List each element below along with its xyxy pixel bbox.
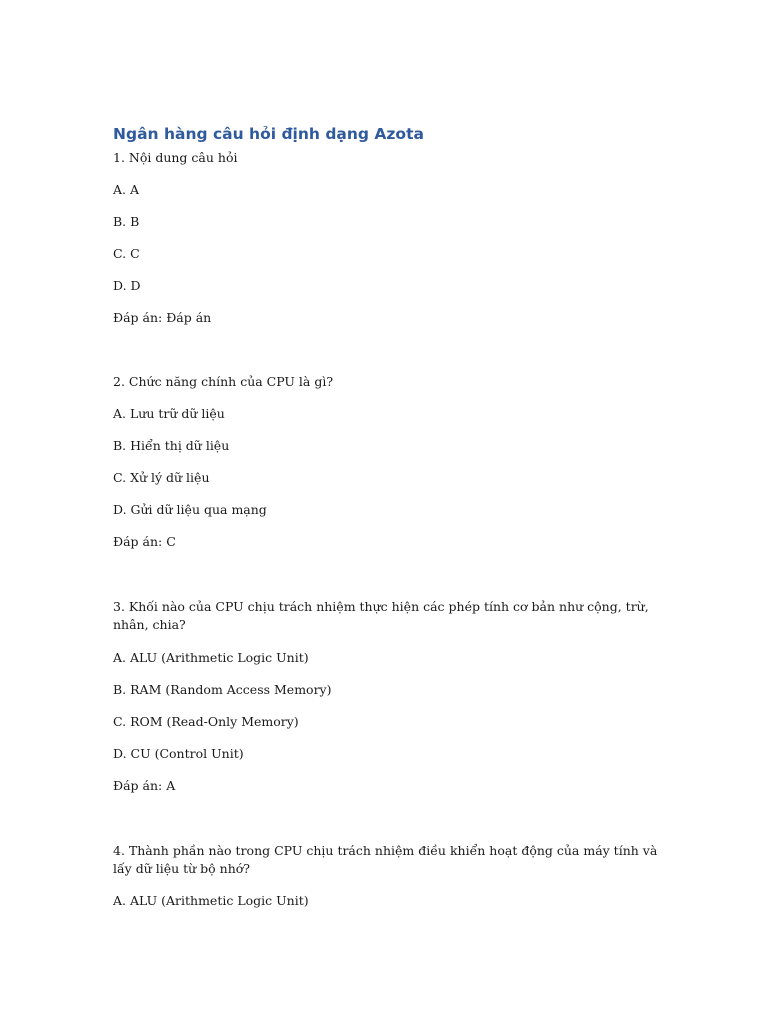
question-1-option-d: D. D bbox=[113, 278, 141, 293]
question-4-text: 4. Thành phần nào trong CPU chịu trách nhiệm điều khiển hoạt động của máy tính và lấy dữ liệu từ bộ nhớ? bbox=[113, 843, 658, 876]
question-4-option-a: A. ALU (Arithmetic Logic Unit) bbox=[113, 893, 309, 908]
question-2-option-c: C. Xử lý dữ liệu bbox=[113, 470, 210, 485]
question-2-text: 2. Chức năng chính của CPU là gì? bbox=[113, 374, 334, 389]
question-2-answer: Đáp án: C bbox=[113, 534, 176, 549]
question-1-answer: Đáp án: Đáp án bbox=[113, 310, 212, 325]
question-3-answer: Đáp án: A bbox=[113, 778, 176, 793]
question-1-option-b: B. B bbox=[113, 214, 140, 229]
question-3-text: 3. Khối nào của CPU chịu trách nhiệm thực hiện các phép tính cơ bản như cộng, trừ, nhân, chia? bbox=[113, 599, 649, 632]
question-1-text: 1. Nội dung câu hỏi bbox=[113, 150, 238, 165]
question-3-option-a: A. ALU (Arithmetic Logic Unit) bbox=[113, 650, 309, 665]
document-title: Ngân hàng câu hỏi định dạng Azota bbox=[113, 125, 424, 143]
question-2-option-b: B. Hiển thị dữ liệu bbox=[113, 438, 230, 453]
question-2-option-a: A. Lưu trữ dữ liệu bbox=[113, 406, 225, 421]
question-3-option-b: B. RAM (Random Access Memory) bbox=[113, 682, 332, 697]
question-3-option-c: C. ROM (Read-Only Memory) bbox=[113, 714, 299, 729]
question-1-option-a: A. A bbox=[113, 182, 140, 197]
question-3-option-d: D. CU (Control Unit) bbox=[113, 746, 244, 761]
question-1-option-c: C. C bbox=[113, 246, 140, 261]
question-2-option-d: D. Gửi dữ liệu qua mạng bbox=[113, 502, 267, 517]
